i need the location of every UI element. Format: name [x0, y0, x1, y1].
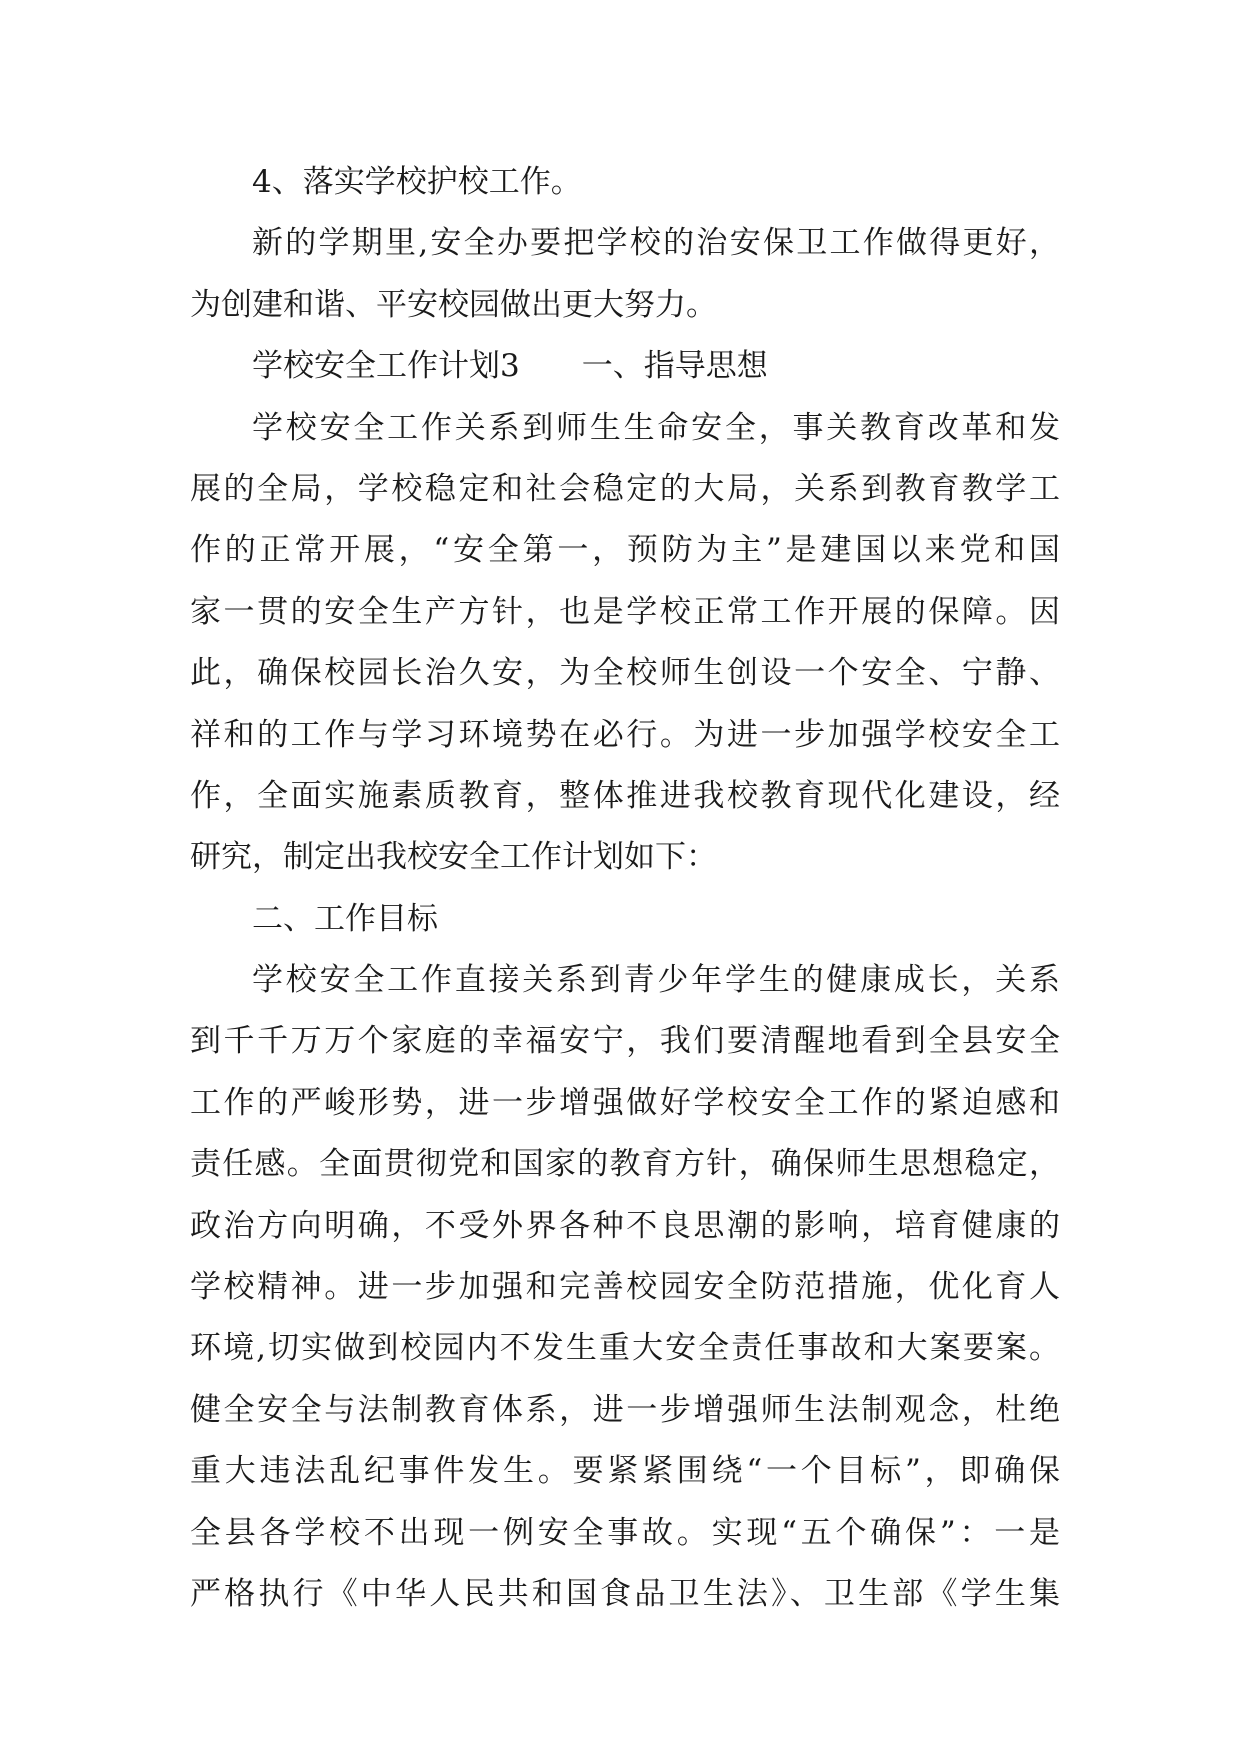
paragraph-line: 政治方向明确，不受外界各种不良思潮的影响，培育健康的 — [190, 1207, 1060, 1244]
paragraph-line: 4、落实学校护校工作。 — [252, 164, 582, 200]
paragraph-line: 全县各学校不出现一例安全事故。实现“五个确保”：一是 — [190, 1514, 1060, 1551]
paragraph-line: 环境,切实做到校园内不发生重大安全责任事故和大案要案。 — [190, 1330, 1060, 1367]
paragraph-line: 作的正常开展，“安全第一，预防为主”是建国以来党和国 — [190, 532, 1060, 569]
paragraph-line: 学校精神。进一步加强和完善校园安全防范措施，优化育人 — [190, 1269, 1060, 1306]
paragraph-line: 严格执行《中华人民共和国食品卫生法》、卫生部《学生集 — [190, 1575, 1060, 1612]
paragraph-line: 新的学期里,安全办要把学校的治安保卫工作做得更好， — [252, 225, 1060, 262]
paragraph-line: 健全安全与法制教育体系，进一步增强师生法制观念，杜绝 — [190, 1391, 1060, 1428]
paragraph-line: 研究，制定出我校安全工作计划如下： — [190, 839, 717, 876]
document-body — [190, 152, 1060, 1625]
paragraph-line: 学校安全工作直接关系到青少年学生的健康成长，关系 — [252, 962, 1060, 999]
paragraph-line: 工作的严峻形势，进一步增强做好学校安全工作的紧迫感和 — [190, 1084, 1060, 1121]
paragraph-line: 重大违法乱纪事件发生。要紧紧围绕“一个目标”，即确保 — [190, 1453, 1060, 1490]
section-heading: 二、工作目标 — [252, 900, 438, 937]
paragraph-line: 此，确保校园长治久安，为全校师生创设一个安全、宁静、 — [190, 655, 1060, 692]
paragraph-line: 展的全局，学校稳定和社会稳定的大局，关系到教育教学工 — [190, 470, 1060, 507]
plan-title: 学校安全工作计划3 — [252, 348, 520, 385]
section-heading: 一、指导思想 — [581, 348, 768, 385]
paragraph-line: 祥和的工作与学习环境势在必行。为进一步加强学校安全工 — [190, 716, 1060, 753]
paragraph-line: 为创建和谐、平安校园做出更大努力。 — [190, 286, 717, 323]
section-heading-line — [190, 336, 1060, 397]
paragraph-line: 作，全面实施素质教育，整体推进我校教育现代化建设，经 — [190, 777, 1060, 814]
paragraph-line: 家一贯的安全生产方针，也是学校正常工作开展的保障。因 — [190, 593, 1060, 630]
paragraph-line: 责任感。全面贯彻党和国家的教育方针，确保师生思想稳定， — [190, 1146, 1060, 1183]
paragraph-line: 学校安全工作关系到师生生命安全，事关教育改革和发 — [252, 409, 1060, 446]
paragraph-line: 到千千万万个家庭的幸福安宁，我们要清醒地看到全县安全 — [190, 1023, 1060, 1060]
